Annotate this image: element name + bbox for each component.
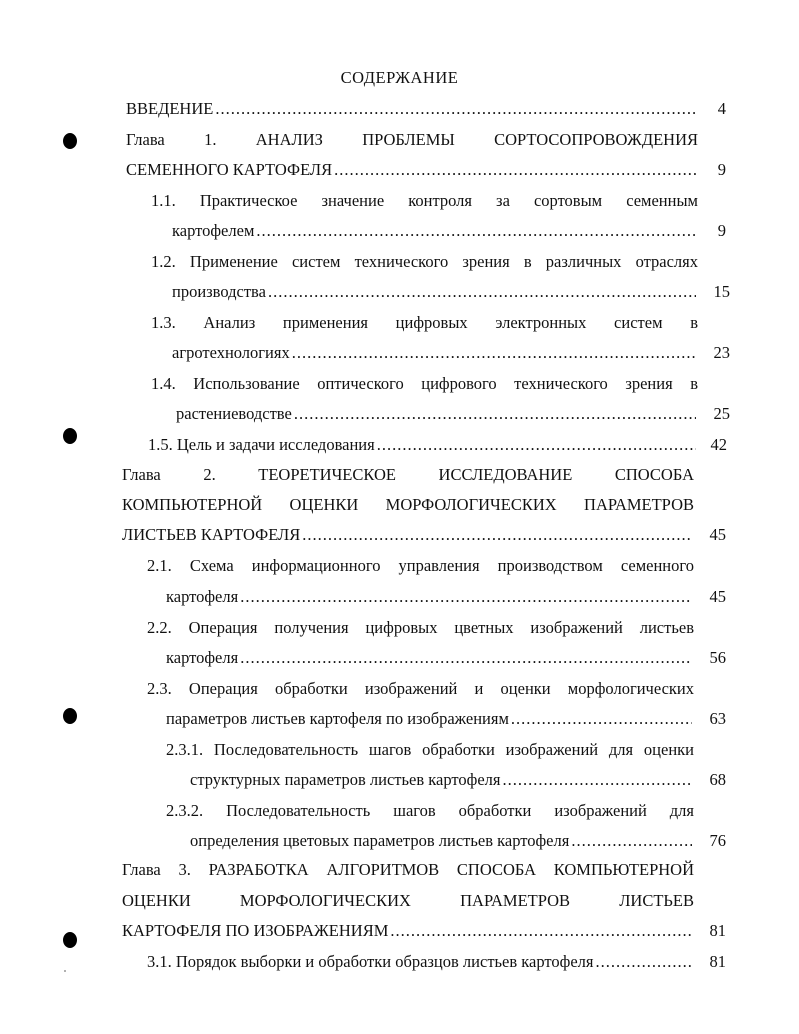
- toc-entry-text: картофеля: [166, 648, 239, 667]
- dot-leader: [377, 432, 696, 458]
- toc-page-number: 68: [709, 770, 726, 789]
- toc-entry-text: 1.5. Цель и задачи исследования: [148, 435, 375, 454]
- toc-entry-1-2-line2: [172, 279, 698, 305]
- toc-entry-text: параметров листьев картофеля по изображениям: [166, 709, 509, 728]
- toc-entry-1-5: [148, 432, 698, 458]
- toc-page-number: 81: [709, 952, 726, 971]
- toc-entry-chapter-3-line3: [122, 918, 694, 944]
- toc-entry-2-2-line2: [166, 645, 694, 671]
- toc-entry-chapter-2-line2: КОМПЬЮТЕРНОЙ ОЦЕНКИ МОРФОЛОГИЧЕСКИХ ПАРАМЕТРОВ: [122, 495, 694, 514]
- toc-entry-2-1-line2: [166, 584, 694, 610]
- toc-entry-text: картофелем: [172, 221, 255, 240]
- toc-page-number: 45: [709, 525, 726, 544]
- toc-entry-1-1-line2: [172, 218, 698, 244]
- toc-entry-chapter-3-line2: ОЦЕНКИ МОРФОЛОГИЧЕСКИХ ПАРАМЕТРОВ ЛИСТЬЕВ: [122, 891, 694, 910]
- toc-entry-chapter-2-line3: [122, 522, 694, 548]
- toc-page-number: 23: [713, 343, 730, 362]
- dot-leader: [292, 340, 696, 366]
- toc-entry-text: агротехнологиях: [172, 343, 290, 362]
- toc-entry-1-2-line1: 1.2. Применение систем технического зрения в различных отраслях: [151, 252, 698, 271]
- toc-entry-chapter-2-line1: Глава 2. ТЕОРЕТИЧЕСКОЕ ИССЛЕДОВАНИЕ СПОСОБА: [122, 465, 694, 484]
- dot-leader: [390, 918, 692, 944]
- toc-entry-2-3-line1: 2.3. Операция обработки изображений и оценки морфологических: [147, 679, 694, 698]
- dot-leader: [294, 401, 696, 427]
- dot-leader: [268, 279, 696, 305]
- punch-hole: [63, 932, 77, 948]
- dot-leader: [240, 584, 692, 610]
- page-title: СОДЕРЖАНИЕ: [340, 68, 459, 87]
- toc-entry-chapter-1-line1: Глава 1. АНАЛИЗ ПРОБЛЕМЫ СОРТОСОПРОВОЖДЕНИЯ: [126, 130, 698, 149]
- toc-entry-2-3-1-line1: 2.3.1. Последовательность шагов обработки изображений для оценки: [166, 740, 694, 759]
- toc-entry-text: определения цветовых параметров листьев картофеля: [190, 831, 570, 850]
- toc-entry-text: ЛИСТЬЕВ КАРТОФЕЛЯ: [122, 525, 301, 544]
- toc-page-number: 81: [709, 921, 726, 940]
- dot-leader: [240, 645, 692, 671]
- dot-leader: [503, 767, 693, 793]
- toc-entry-text: структурных параметров листьев картофеля: [190, 770, 501, 789]
- toc-page-number: 25: [713, 404, 730, 423]
- toc-entry-2-3-line2: [166, 706, 694, 732]
- dot-leader: [596, 949, 693, 975]
- dot-leader: [215, 96, 696, 122]
- toc-page-number: 56: [709, 648, 726, 667]
- toc-entry-text: 3.1. Порядок выборки и обработки образцов листьев картофеля: [147, 952, 594, 971]
- toc-entry-3-1: [147, 949, 694, 975]
- toc-page-number: 9: [717, 221, 726, 240]
- toc-entry-text: растениеводстве: [176, 404, 292, 423]
- toc-page-number: 15: [713, 282, 730, 301]
- toc-page-number: 76: [709, 831, 726, 850]
- toc-entry-2-2-line1: 2.2. Операция получения цифровых цветных изображений листьев: [147, 618, 694, 637]
- dot-leader: [511, 706, 692, 732]
- dot-leader: [256, 218, 696, 244]
- toc-entry-text: СЕМЕННОГО КАРТОФЕЛЯ: [126, 160, 333, 179]
- toc-entry-2-3-2-line1: 2.3.2. Последовательность шагов обработки изображений для: [166, 801, 694, 820]
- toc-entry-chapter-3-line1: Глава 3. РАЗРАБОТКА АЛГОРИТМОВ СПОСОБА КОМПЬЮТЕРНОЙ: [122, 860, 694, 879]
- toc-entry-1-3-line2: [172, 340, 698, 366]
- toc-entry-2-3-2-line2: [190, 828, 694, 854]
- toc-entry-intro: [126, 96, 698, 122]
- toc-page-number: 42: [710, 435, 727, 454]
- toc-entry-text: картофеля: [166, 587, 239, 606]
- toc-entry-text: производства: [172, 282, 266, 301]
- toc-page-number: 45: [709, 587, 726, 606]
- dot-leader: [334, 157, 696, 183]
- toc-entry-2-1-line1: 2.1. Схема информационного управления производством семенного: [147, 556, 694, 575]
- toc-entry-2-3-1-line2: [190, 767, 694, 793]
- dot-leader: [302, 522, 692, 548]
- punch-hole: [63, 428, 77, 444]
- toc-page-number: 4: [717, 99, 726, 118]
- scan-speck: [64, 970, 66, 972]
- toc-page-number: 63: [709, 709, 726, 728]
- toc-page-number: 9: [717, 160, 726, 179]
- punch-hole: [63, 133, 77, 149]
- toc-entry-1-1-line1: 1.1. Практическое значение контроля за сортовым семенным: [151, 191, 698, 210]
- toc-entry-1-3-line1: 1.3. Анализ применения цифровых электронных систем в: [151, 313, 698, 332]
- punch-hole: [63, 708, 77, 724]
- toc-entry-text: ВВЕДЕНИЕ: [126, 99, 214, 118]
- toc-entry-1-4-line1: 1.4. Использование оптического цифрового технического зрения в: [151, 374, 698, 393]
- dot-leader: [571, 828, 692, 854]
- toc-entry-1-4-line2: [176, 401, 698, 427]
- toc-entry-chapter-1-line2: [126, 157, 698, 183]
- toc-entry-text: КАРТОФЕЛЯ ПО ИЗОБРАЖЕНИЯМ: [122, 921, 389, 940]
